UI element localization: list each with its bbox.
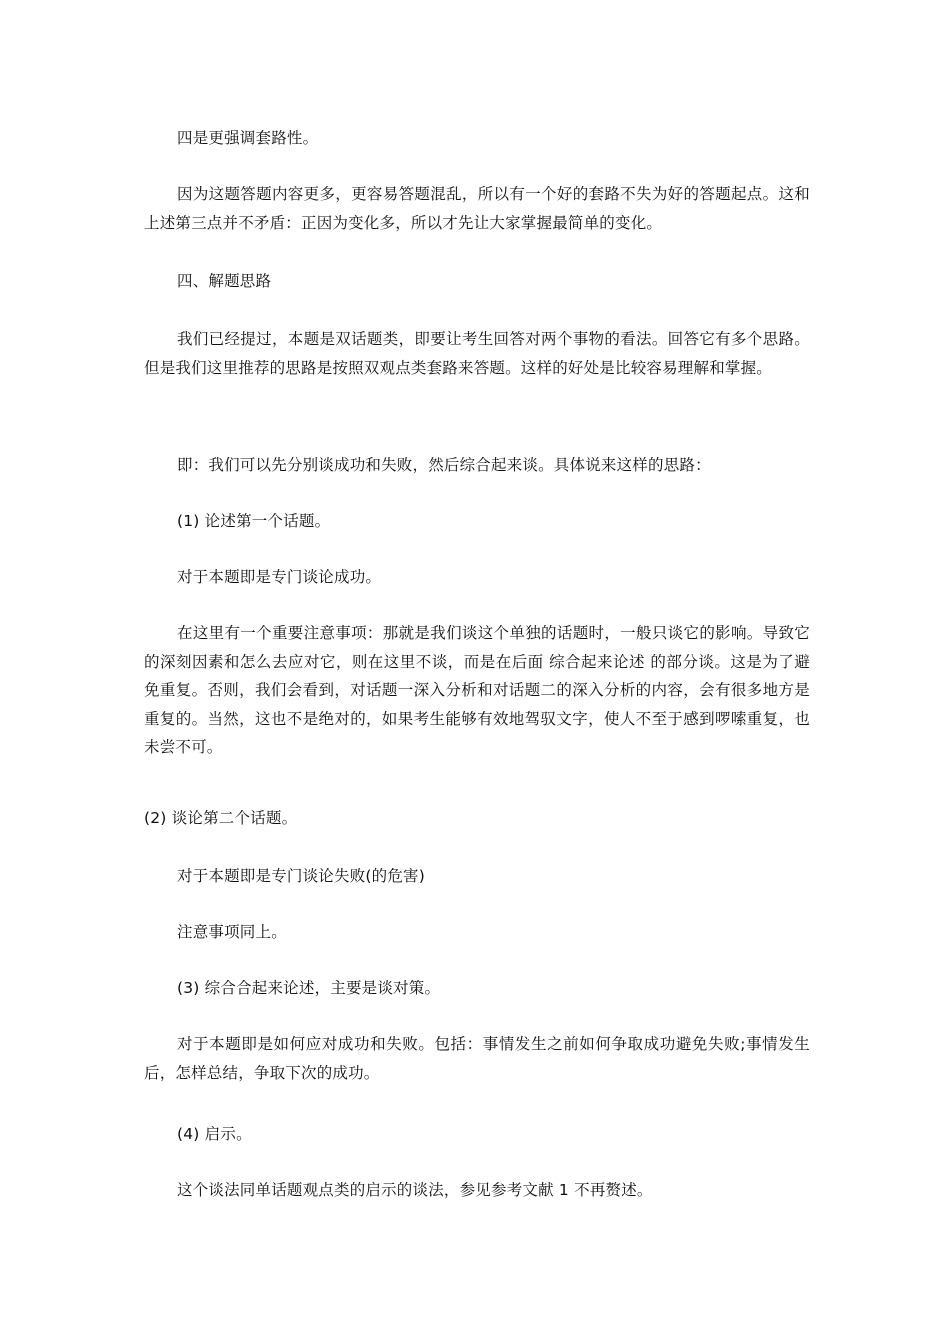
paragraph-step-3-detail: 对于本题即是如何应对成功和失败。包括：事情发生之前如何争取成功避免失败;事情发生后，怎样总结，争取下次的成功。 [144, 1035, 810, 1082]
paragraph-step-2-detail: 对于本题即是专门谈论失败(的危害) [177, 867, 425, 885]
paragraph-emphasis-routine: 四是更强调套路性。 [177, 129, 319, 147]
step-2-heading: (2) 谈论第二个话题。 [144, 809, 298, 827]
paragraph-step-2-note: 注意事项同上。 [177, 923, 287, 941]
section-heading-approach: 四、解题思路 [177, 272, 272, 290]
paragraph-step-4-detail: 这个谈法同单话题观点类的启示的谈法，参见参考文献 1 不再赘述。 [177, 1181, 653, 1199]
step-4-heading: (4) 启示。 [177, 1125, 252, 1143]
step-3-heading: (3) 综合合起来论述，主要是谈对策。 [177, 979, 441, 997]
paragraph-approach-summary: 即：我们可以先分别谈成功和失败，然后综合起来谈。具体说来这样的思路： [177, 456, 711, 474]
step-1-heading: (1) 论述第一个话题。 [177, 512, 331, 530]
paragraph-routine-reason: 因为这题答题内容更多，更容易答题混乱，所以有一个好的套路不失为好的答题起点。这和上述第三点并不矛盾：正因为变化多，所以才先让大家掌握最简单的变化。 [144, 185, 810, 232]
paragraph-step-1-detail: 对于本题即是专门谈论成功。 [177, 568, 382, 586]
paragraph-important-note: 在这里有一个重要注意事项：那就是我们谈这个单独的话题时，一般只谈它的影响。导致它的深刻因素和怎么去应对它，则在这里不谈，而是在后面 综合起来论述 的部分谈。这是为了避免重复。否则，我们会看到，对话题一深入分析和对话题二的深入分析的内容，会有很多地方是重复的。当然，这也不是绝对的，如果考生能够有效地驾驭文字，使人不至于感到啰嗦重复，也未尝不可。 [144, 624, 810, 756]
paragraph-dual-topic: 我们已经提过，本题是双话题类，即要让考生回答对两个事物的看法。回答它有多个思路。但是我们这里推荐的思路是按照双观点类套路来答题。这样的好处是比较容易理解和掌握。 [144, 330, 810, 377]
